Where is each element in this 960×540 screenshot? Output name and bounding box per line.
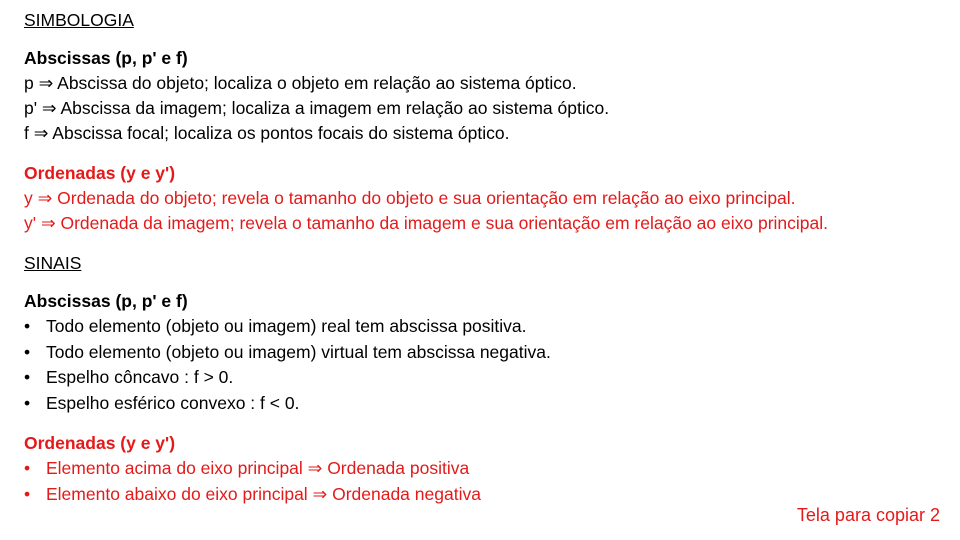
list-item-text: Elemento abaixo do eixo principal ⇒ Ordenada negativa <box>46 483 481 504</box>
simbologia-abscissas-title: Abscissas (p, p' e f) <box>24 48 188 68</box>
list-item-text: Espelho esférico convexo : f < 0. <box>46 392 300 413</box>
list-item-text: Espelho côncavo : f > 0. <box>46 367 234 387</box>
simbologia-heading: SIMBOLOGIA <box>24 10 134 30</box>
simbologia-ordenadas-title: Ordenadas (y e y') <box>24 163 176 183</box>
list-item <box>24 391 954 417</box>
list-item <box>24 456 954 482</box>
sinais-heading: SINAIS <box>24 253 82 273</box>
slide-content <box>24 8 954 507</box>
sinais-abscissas-list <box>24 314 954 416</box>
list-item <box>24 340 954 366</box>
ordenada-y-prime-line: y' ⇒ Ordenada da imagem; revela o tamanho da imagem e sua orientação em relação ao eixo principal. <box>24 213 829 233</box>
abscissa-p-prime-line: p' ⇒ Abscissa da imagem; localiza a imagem em relação ao sistema óptico. <box>24 98 610 118</box>
list-item-text: Todo elemento (objeto ou imagem) virtual tem abscissa negativa. <box>46 341 551 362</box>
list-item-text: Elemento acima do eixo principal ⇒ Ordenada positiva <box>46 458 470 478</box>
ordenada-y-line: y ⇒ Ordenada do objeto; revela o tamanho do objeto e sua orientação em relação ao eixo principal. <box>24 188 796 208</box>
bullet-icon: • <box>24 316 31 336</box>
list-item-text: Todo elemento (objeto ou imagem) real tem abscissa positiva. <box>46 316 527 336</box>
bullet-icon: • <box>24 392 31 413</box>
bullet-icon: • <box>24 367 31 387</box>
list-item <box>24 314 954 340</box>
abscissa-p-line: p ⇒ Abscissa do objeto; localiza o objeto em relação ao sistema óptico. <box>24 73 577 93</box>
sinais-ordenadas-title: Ordenadas (y e y') <box>24 433 176 453</box>
bullet-icon: • <box>24 341 31 362</box>
list-item <box>24 482 954 508</box>
bullet-icon: • <box>24 483 31 504</box>
abscissa-f-line: f ⇒ Abscissa focal; localiza os pontos focais do sistema óptico. <box>24 123 510 143</box>
sinais-abscissas-title: Abscissas (p, p' e f) <box>24 291 188 311</box>
sinais-ordenadas-list <box>24 456 954 507</box>
footer-label: Tela para copiar 2 <box>796 505 940 525</box>
bullet-icon: • <box>24 458 31 478</box>
list-item <box>24 365 954 391</box>
